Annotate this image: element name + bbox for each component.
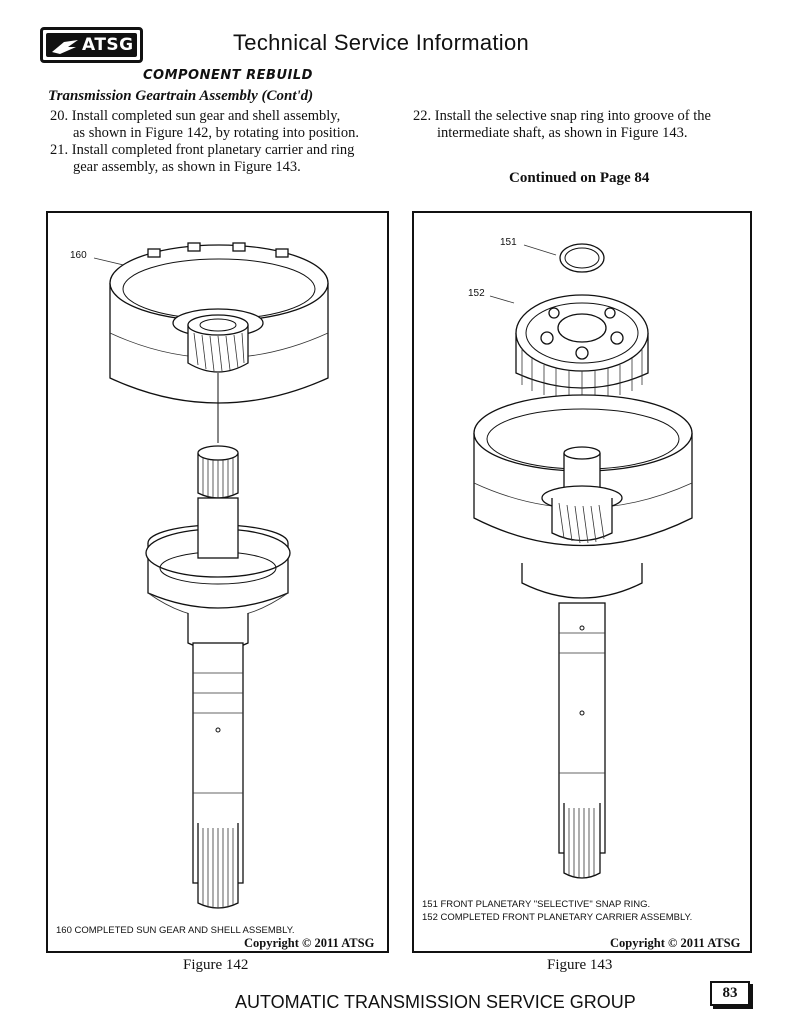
figure-142-panel <box>46 211 389 953</box>
step-20-line-2: as shown in Figure 142, by rotating into position. <box>73 125 359 141</box>
section-subheading: Transmission Geartrain Assembly (Cont'd) <box>48 88 314 104</box>
figure-142-copyright: Copyright © 2011 ATSG <box>244 936 375 950</box>
step-22-line-2: intermediate shaft, as shown in Figure 143. <box>437 125 688 141</box>
figure-142-caption: 160 COMPLETED SUN GEAR AND SHELL ASSEMBLY. <box>56 925 295 936</box>
figure-143-panel <box>412 211 752 953</box>
step-22-line-1: 22. Install the selective snap ring into groove of the <box>413 108 711 124</box>
figure-143-copyright: Copyright © 2011 ATSG <box>610 936 741 950</box>
front-planetary-illustration <box>414 213 750 951</box>
footer-text: AUTOMATIC TRANSMISSION SERVICE GROUP <box>235 992 636 1012</box>
atsg-logo <box>40 27 143 63</box>
figure-143-caption-151: 151 FRONT PLANETARY "SELECTIVE" SNAP RING. <box>422 899 651 910</box>
callout-160: 160 <box>70 250 87 261</box>
figure-143-caption-152: 152 COMPLETED FRONT PLANETARY CARRIER ASSEMBLY. <box>422 912 693 923</box>
bird-logo-icon <box>50 38 80 56</box>
callout-151: 151 <box>500 237 517 248</box>
callout-152: 152 <box>468 288 485 299</box>
figure-143-label: Figure 143 <box>547 957 613 973</box>
step-21-line-1: 21. Install completed front planetary carrier and ring <box>50 142 355 158</box>
section-heading: COMPONENT REBUILD <box>143 68 313 83</box>
continued-note: Continued on Page 84 <box>509 170 650 186</box>
sun-gear-shell-illustration <box>48 213 387 951</box>
page-number: 83 <box>710 981 750 1006</box>
step-20-line-1: 20. Install completed sun gear and shell assembly, <box>50 108 341 124</box>
page-header-title: Technical Service Information <box>233 30 530 55</box>
figure-142-label: Figure 142 <box>183 957 249 973</box>
logo-text: ATSG <box>82 35 134 55</box>
step-21-line-2: gear assembly, as shown in Figure 143. <box>73 159 301 175</box>
